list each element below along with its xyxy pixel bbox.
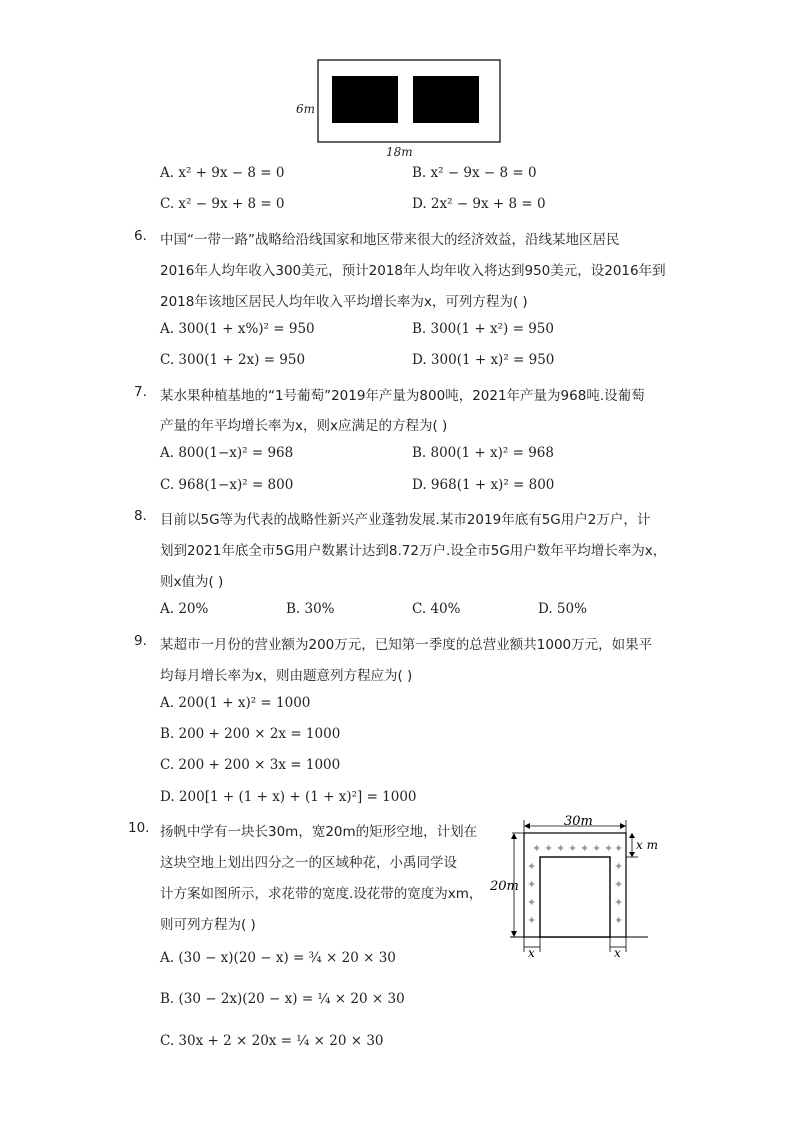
q8-option-d[interactable]: D. 50% xyxy=(538,601,587,617)
q6-line-3: 2018年该地区居民人均年收入平均增长率为x，可列方程为( ) xyxy=(160,294,528,310)
q9-number: 9. xyxy=(134,633,147,649)
svg-text:✦: ✦ xyxy=(604,842,614,855)
svg-text:✦: ✦ xyxy=(614,896,624,909)
svg-text:✦: ✦ xyxy=(527,896,537,909)
svg-text:✦: ✦ xyxy=(527,914,537,927)
svg-text:✦: ✦ xyxy=(614,860,624,873)
svg-text:✦: ✦ xyxy=(614,914,624,927)
q5-option-a[interactable]: A. x² + 9x − 8 = 0 xyxy=(160,165,285,181)
q8-option-c[interactable]: C. 40% xyxy=(412,601,461,617)
q10-option-a[interactable]: A. (30 − x)(20 − x) = ¾ × 20 × 30 xyxy=(160,950,396,966)
height-label: 6m xyxy=(296,102,316,116)
q6-option-c[interactable]: C. 300(1 + 2x) = 950 xyxy=(160,352,306,368)
svg-text:✦: ✦ xyxy=(614,842,624,855)
q9-line-1: 某超市一月份的营业额为200万元，已知第一季度的总营业额共1000万元，如果平 xyxy=(160,637,653,653)
q10-number: 10. xyxy=(128,820,150,836)
svg-text:✦: ✦ xyxy=(532,842,542,855)
q7-line-1: 某水果种植基地的“1号葡萄”2019年产量为800吨，2021年产量为968吨.设葡萄 xyxy=(160,388,645,404)
q8-number: 8. xyxy=(134,508,147,524)
q8-option-a[interactable]: A. 20% xyxy=(160,601,209,617)
svg-text:✦: ✦ xyxy=(592,842,602,855)
label-30m: 30m xyxy=(564,814,593,829)
svg-text:✦: ✦ xyxy=(556,842,566,855)
q10-option-c[interactable]: C. 30x + 2 × 20x = ¼ × 20 × 30 xyxy=(160,1033,384,1049)
q9-option-b[interactable]: B. 200 + 200 × 2x = 1000 xyxy=(160,726,341,742)
label-x-right: x xyxy=(614,946,621,960)
q9-option-a[interactable]: A. 200(1 + x)² = 1000 xyxy=(160,695,311,711)
q9-option-c[interactable]: C. 200 + 200 × 3x = 1000 xyxy=(160,757,341,773)
q8-option-b[interactable]: B. 30% xyxy=(286,601,335,617)
svg-text:✦: ✦ xyxy=(544,842,554,855)
q10-line-2: 这块空地上划出四分之一的区域种花，小禹同学设 xyxy=(160,855,457,871)
q6-option-d[interactable]: D. 300(1 + x)² = 950 xyxy=(412,352,555,368)
q7-line-2: 产量的年平均增长率为x，则x应满足的方程为( ) xyxy=(160,418,448,434)
q6-number: 6. xyxy=(134,228,147,244)
q8-line-3: 则x值为( ) xyxy=(160,574,224,590)
label-xm: x m xyxy=(636,838,658,852)
width-label: 18m xyxy=(386,145,413,159)
black-plot-left xyxy=(332,76,398,123)
q7-number: 7. xyxy=(134,384,147,400)
inner-plot-rect xyxy=(540,857,610,937)
q9-option-d[interactable]: D. 200[1 + (1 + x) + (1 + x)²] = 1000 xyxy=(160,789,417,805)
svg-text:✦: ✦ xyxy=(614,878,624,891)
q10-line-4: 则可列方程为( ) xyxy=(160,917,256,933)
q7-option-b[interactable]: B. 800(1 + x)² = 968 xyxy=(412,445,554,461)
q10-option-b[interactable]: B. (30 − 2x)(20 − x) = ¼ × 20 × 30 xyxy=(160,991,405,1007)
svg-text:✦: ✦ xyxy=(568,842,578,855)
svg-text:✦: ✦ xyxy=(580,842,590,855)
q7-option-c[interactable]: C. 968(1−x)² = 800 xyxy=(160,477,294,493)
q5-option-d[interactable]: D. 2x² − 9x + 8 = 0 xyxy=(412,196,546,212)
q7-option-a[interactable]: A. 800(1−x)² = 968 xyxy=(160,445,294,461)
svg-text:✦: ✦ xyxy=(527,878,537,891)
q6-option-a[interactable]: A. 300(1 + x%)² = 950 xyxy=(160,321,315,337)
q6-line-1: 中国“一带一路”战略给沿线国家和地区带来很大的经济效益，沿线某地区居民 xyxy=(160,232,620,248)
flower-belt-figure xyxy=(488,812,658,960)
q5-option-b[interactable]: B. x² − 9x − 8 = 0 xyxy=(412,165,537,181)
svg-text:✦: ✦ xyxy=(527,860,537,873)
label-20m: 20m xyxy=(490,879,519,894)
black-plot-right xyxy=(413,76,479,123)
q10-line-3: 计方案如图所示，求花带的宽度.设花带的宽度为xm， xyxy=(160,886,483,902)
q9-line-2: 均每月增长率为x，则由题意列方程应为( ) xyxy=(160,668,413,684)
q5-option-c[interactable]: C. x² − 9x + 8 = 0 xyxy=(160,196,285,212)
q8-line-1: 目前以5G等为代表的战略性新兴产业蓬勃发展.某市2019年底有5G用户2万户，计 xyxy=(160,512,651,528)
q6-line-2: 2016年人均年收入300美元，预计2018年人均年收入将达到950美元，设2016年到 xyxy=(160,263,666,279)
q6-option-b[interactable]: B. 300(1 + x²) = 950 xyxy=(412,321,554,337)
q8-line-2: 划到2021年底全市5G用户数累计达到8.72万户.设全市5G用户数年平均增长率为x， xyxy=(160,543,667,559)
q10-line-1: 扬帆中学有一块长30m，宽20m的矩形空地，计划在 xyxy=(160,824,478,840)
q7-option-d[interactable]: D. 968(1 + x)² = 800 xyxy=(412,477,555,493)
label-x-left: x xyxy=(528,946,535,960)
